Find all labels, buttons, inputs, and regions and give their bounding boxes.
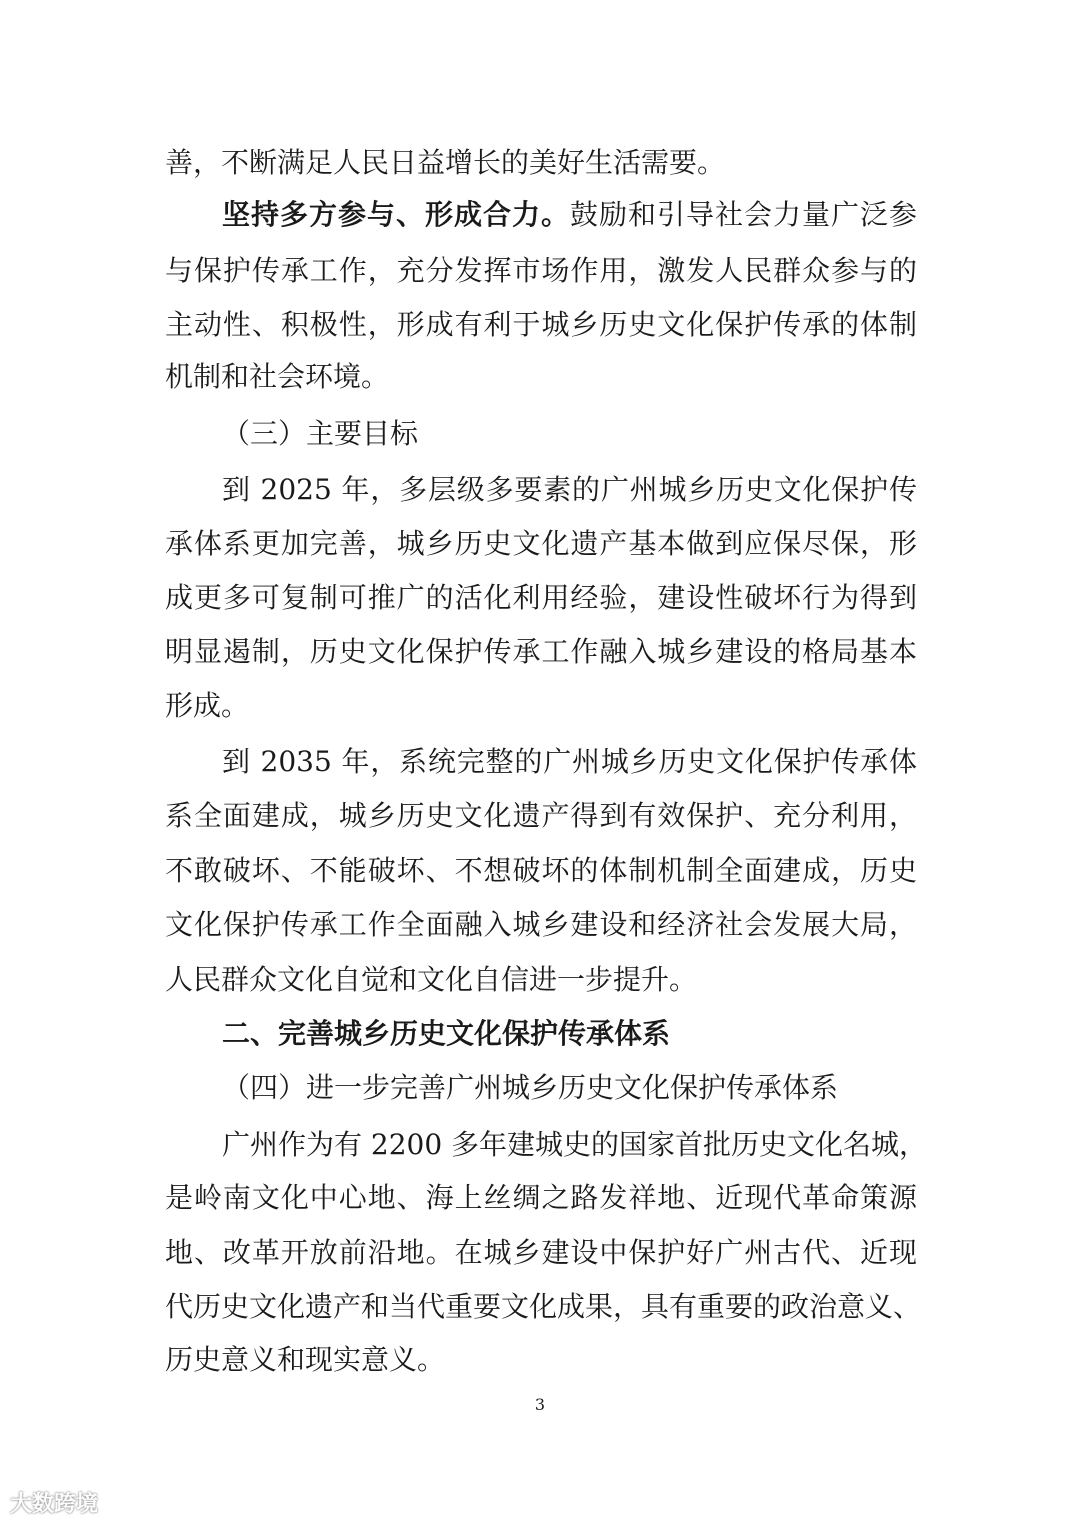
line-text: 承体系更加完善，城乡历史文化遗产基本做到应保尽保，形 [165,527,917,560]
line-text: 代历史文化遗产和当代重要文化成果，具有重要的政治意义、 [165,1290,922,1323]
line-text: 系全面建成，城乡历史文化遗产得到有效保护、充分利用， [165,799,917,832]
line-text: （三）主要目标 [222,417,419,450]
section-heading [222,1014,917,1054]
line-text: 主动性、积极性，形成有利于城乡历史文化保护传承的体制 [165,308,917,341]
line-text: 鼓励和引导社会力量广泛参 [570,198,917,231]
line-text: 文化保护传承工作全面融入城乡建设和经济社会发展大局， [165,908,917,941]
page-number: 3 [534,1395,546,1414]
text-line [165,905,917,945]
line-text: 广州作为有 2200 多年建城史的国家首批历史文化名城， [222,1128,928,1161]
text-line [165,143,917,183]
text-line [165,632,917,672]
text-line [165,686,917,726]
text-line [222,1068,917,1108]
heading-text: 二、完善城乡历史文化保护传承体系 [222,1017,671,1050]
text-line [165,960,917,1000]
text-line [222,195,917,235]
bold-lead: 坚持多方参与、形成合力。 [222,198,570,231]
line-text: 善，不断满足人民日益增长的美好生活需要。 [165,146,726,179]
line-text: 到 2035 年，系统完整的广州城乡历史文化保护传承体 [222,745,917,778]
line-text: （四）进一步完善广州城乡历史文化保护传承体系 [222,1071,839,1104]
line-text: 历史意义和现实意义。 [165,1343,446,1376]
line-text: 与保护传承工作，充分发挥市场作用，激发人民群众参与的 [165,254,917,287]
text-line [222,470,917,510]
text-line [165,1178,917,1218]
text-line [165,1340,917,1380]
text-line [222,1125,928,1165]
text-line [165,305,917,345]
text-line [165,851,917,891]
text-line [165,524,917,564]
text-line [165,251,917,291]
line-text: 明显遏制，历史文化保护传承工作融入城乡建设的格局基本 [165,635,917,668]
line-text: 机制和社会环境。 [165,360,390,393]
text-line [165,796,917,836]
line-text: 地、改革开放前沿地。在城乡建设中保护好广州古代、近现 [165,1236,917,1269]
text-line [222,742,917,782]
line-text: 是岭南文化中心地、海上丝绸之路发祥地、近现代革命策源 [165,1181,917,1214]
text-line [222,414,917,454]
line-text: 成更多可复制可推广的活化利用经验，建设性破坏行为得到 [165,581,917,614]
text-line [165,1233,917,1273]
text-line [165,357,917,397]
text-line [165,1287,922,1327]
line-text: 人民群众文化自觉和文化自信进一步提升。 [165,963,698,996]
line-text: 到 2025 年，多层级多要素的广州城乡历史文化保护传 [222,473,917,506]
line-text: 形成。 [165,689,250,722]
text-line [165,578,917,618]
watermark-logo: 大数跨境 [10,1492,99,1517]
line-text: 不敢破坏、不能破坏、不想破坏的体制机制全面建成，历史 [165,854,917,887]
